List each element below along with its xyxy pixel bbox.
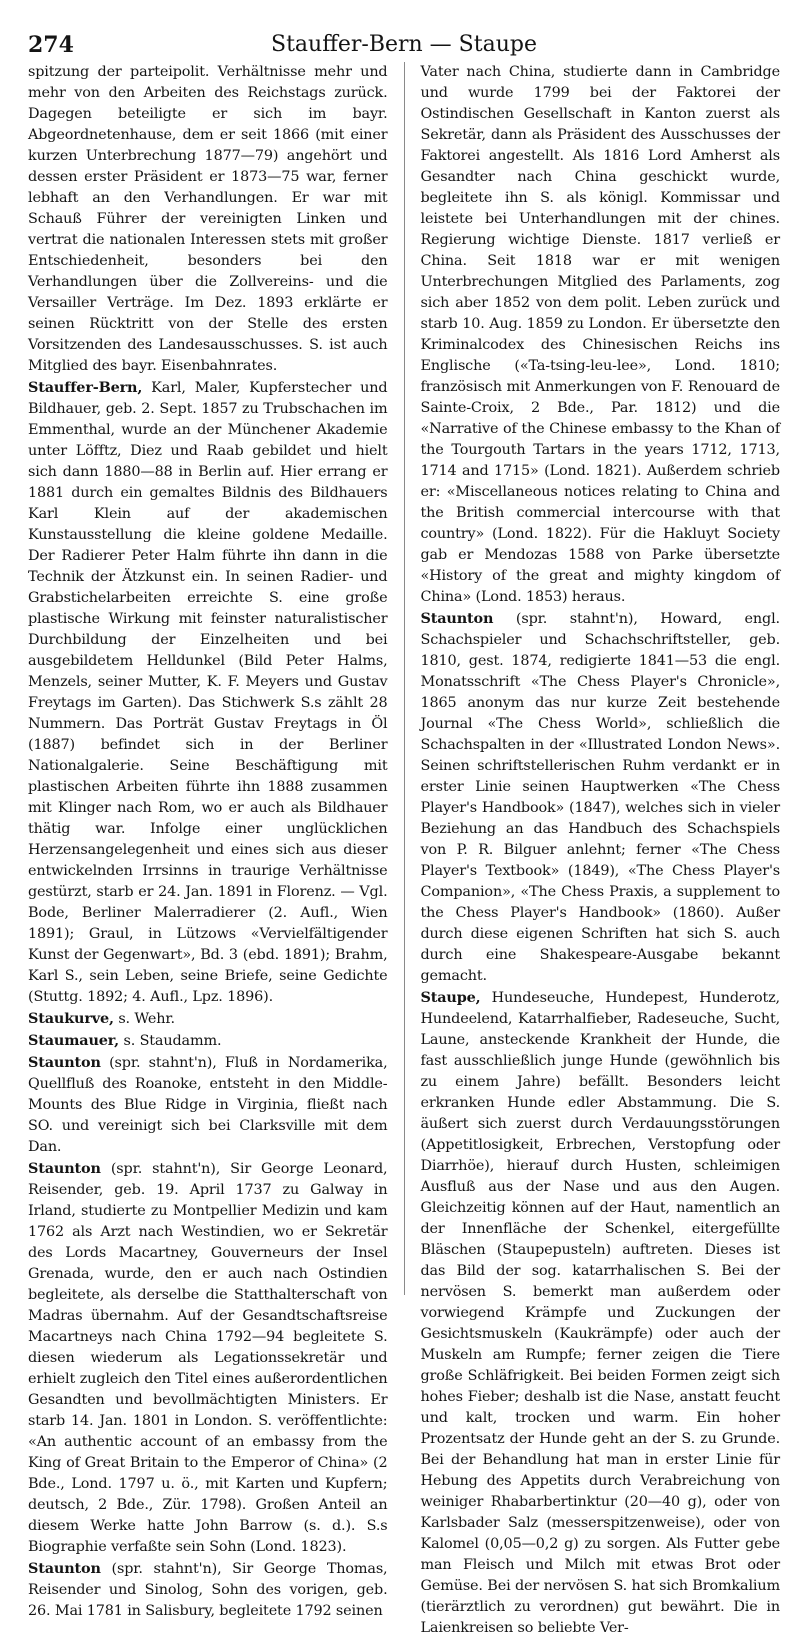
entry-text: s. Staudamm. [123,1033,222,1049]
entry-lemma: Staunton [420,610,494,627]
entry-lemma: Stauffer-Bern, [28,379,143,396]
left-column [28,62,388,1619]
entry-lemma: Staukurve, [28,1010,114,1027]
entry-text: (spr. stahnt'n), Sir George Leonard, Reisender, geb. 19. April 1737 zu Galway in Irland, studierte zu Montpellier Medizin und kam 1762 als Arzt nach Westindien, wo er Sekretär des Lords Macartney, Gouverneurs der Insel Grenada, wurde, den er auch nach Ostindien begleitete, als derselbe die Statthalterschaft von Madras übernahm. Auf der Gesandtschaftsreise Macartneys nach China 1792—94 begleitete S. diesen wiederum als Legationssekretär und erhielt zugleich den Titel eines außerordentlichen Gesandten und bevollmächtigten Ministers. Er starb 14. Jan. 1801 in London. S. veröffentlichte: «An authentic account of an embassy from the King of Great Britain to the Emperor of China» (2 Bde., Lond. 1797 u. ö., mit Karten und Kupfern; deutsch, 2 Bde., Zür. 1798). Großen Anteil an diesem Werke hatte John Barrow (s. d.). S.s Biographie verfaßte sein Sohn (Lond. 1823). [28,1161,388,1555]
entry-lemma: Staunton [28,1560,101,1577]
entry-staunton-river [28,1052,388,1158]
entry-stauffer-bern [28,377,388,1008]
entry-text: Hundeseuche, Hundepest, Hunderotz, Hundeelend, Katarrhalfieber, Radeseuche, Sucht, Laune, ansteckende Krankheit der Hunde, die fast ausschließlich junge Hunde (gewöhnlich bis zu einem Jahre) befällt. Besonders leicht erkranken Hunde edler Abstammung. Die S. äußert sich zuerst durch Verdauungsstörungen (Appetitlosigkeit, Erbrechen, Verstopfung oder Diarrhöe), hierauf durch Husten, schleimigen Ausfluß aus der Nase und aus den Augen. Gleichzeitig können auf der Haut, namentlich an der Innenfläche der Schenkel, eitergefüllte Bläschen (Staupepusteln) auftreten. Dieses ist das Bild der sog. katarrhalischen S. Bei der nervösen S. bemerkt man außerdem oder vorwiegend Krämpfe und Zuckungen der Gesichtsmuskeln (Kaukrämpfe) oder auch der Muskeln am Rumpfe; ferner zeigen die Tiere große Schläfrigkeit. Bei beiden Formen zeigt sich hohes Fieber; deshalb ist die Nase, anstatt feucht und kalt, trocken und warm. Ein hoher Prozentsatz der Hunde geht an der S. zu Grunde. Bei der Behandlung hat man in erster Linie für Hebung des Appetits durch Verabreichung von weiniger Rhabarbertinktur (20—40 g), oder von Karlsbader Salz (messerspitzenweise), oder von Kalomel (0,05—0,2 g) zu sorgen. Als Futter gebe man Fleisch und Milch mit etwas Brot oder Gemüse. Bei der nervösen S. hat sich Bromkalium (tierärztlich zu verordnen) gut bewährt. Die in Laienkreisen so beliebte Ver- [420,990,780,1636]
entry-text: Vater nach China, studierte dann in Cambridge und wurde 1799 bei der Faktorei der Ostindischen Gesellschaft in Kanton zuerst als Sekretär, dann als Präsident des Ausschusses der Faktorei angestellt. Als 1816 Lord Amherst als Gesandter nach China geschickt wurde, begleitete ihn S. als königl. Kommissar und leistete bei Unterhandlungen mit der chines. Regierung wichtige Dienste. 1817 verließ er China. Seit 1818 war er mit wenigen Unterbrechungen Mitglied des Parlaments, zog sich aber 1852 von dem polit. Leben zurück und starb 10. Aug. 1859 zu London. Er übersetzte den Kriminalcodex des Chinesischen Reichs ins Englische («Ta-tsing-leu-lee», Lond. 1810; französisch mit Anmerkungen von F. Renouard de Sainte-Croix, 2 Bde., Par. 1812) und die «Narrative of the Chinese embassy to the Khan of the Tourgouth Tartars in the years 1712, 1713, 1714 and 1715» (Lond. 1821). Außerdem schrieb er: «Miscellaneous notices relating to China and the British commercial intercourse with that country» (Lond. 1822). Für die Hakluyt Society gab er Mendozas 1588 von Parke übersetzte «History of the great and mighty kingdom of China» (Lond. 1853) heraus. [420,64,780,605]
entry-lemma: Staunton [28,1160,101,1177]
entry-text: s. Wehr. [118,1011,175,1027]
entry-lemma: Staumauer, [28,1032,120,1049]
page-number: 274 [28,32,74,58]
entry-staunton-howard [421,608,781,987]
text-columns [28,62,780,1636]
entry-staupe [421,987,781,1639]
entry-staunton-george-leonard [28,1158,388,1558]
column-divider [404,62,405,1295]
entry-staukurve [28,1008,388,1030]
continuation-paragraph [28,62,388,377]
entry-text: (spr. stahnt'n), Howard, engl. Schachspieler und Schachschriftsteller, geb. 1810, gest. 1874, redigierte 1841—53 die engl. Monatsschrift «The Chess Player's Chronicle», 1865 anonym das nur kurze Zeit bestehende Journal «The Chess World», schließlich die Schachspalten in der «Illustrated London News». Seinen schriftstellerischen Ruhm verdankt er in erster Linie seinen Hauptwerken «The Chess Player's Handbook» (1847), welches sich in vieler Beziehung an das Handbuch des Schachspiels von P. R. Bilguer anlehnt; ferner «The Chess Player's Textbook» (1849), «The Chess Player's Companion», «The Chess Praxis, a supplement to the Chess Player's Handbook» (1860). Außer durch diese eigenen Schriften hat sich S. auch durch eine Shakespeare-Ausgabe bekannt gemacht. [420,611,780,984]
running-head: Stauffer-Bern — Staupe [271,32,537,57]
entry-lemma: Staunton [28,1054,101,1071]
entry-staunton-george-thomas [28,1558,388,1622]
right-column [420,62,781,1636]
continuation-paragraph [421,62,781,608]
entry-lemma: Staupe, [420,989,481,1006]
entry-text: Karl, Maler, Kupferstecher und Bildhauer, geb. 2. Sept. 1857 zu Trubschachen im Emmenthal, wurde an der Münchener Akademie unter Löfftz, Diez und Raab gebildet und hielt sich dann 1880—88 in Berlin auf. Hier errang er 1881 durch ein gemaltes Bildnis des Bildhauers Karl Klein auf der akademischen Kunstausstellung die kleine goldene Medaille. Der Radierer Peter Halm führte ihn dann in die Technik der Ätzkunst ein. In seinen Radier- und Grabstichelarbeiten erreichte S. eine große plastische Wirkung mit feinster naturalistischer Durchbildung der Einzelheiten und bei ausgebildetem Helldunkel (Bild Peter Halms, Menzels, seiner Mutter, K. F. Meyers und Gustav Freytags im Garten). Das Stichwerk S.s zählt 28 Nummern. Das Porträt Gustav Freytags in Öl (1887) befindet sich in der Berliner Nationalgalerie. Seine Beschäftigung mit plastischen Arbeiten führte ihn 1888 zusammen mit Klinger nach Rom, wo er auch als Bildhauer thätig war. Infolge einer unglücklichen Herzensangelegenheit und eines sich aus dieser entwickelnden Irrsinns in traurige Verhältnisse gestürzt, starb er 24. Jan. 1891 in Florenz. — Vgl. Bode, Berliner Malerradierer (2. Aufl., Wien 1891); Graul, in Lützows «Vervielfältigender Kunst der Gegenwart», Bd. 3 (ebd. 1891); Brahm, Karl S., sein Leben, seine Briefe, seine Gedichte (Stuttg. 1892; 4. Aufl., Lpz. 1896). [28,380,388,1005]
entry-text: (spr. stahnt'n), Fluß in Nordamerika, Quellfluß des Roanoke, entsteht in den Middle-Mounts des Blue Ridge in Virginia, fließt nach SO. und vereinigt sich bei Clarksville mit dem Dan. [28,1055,388,1155]
page-header [28,28,780,62]
entry-staumauer [28,1030,388,1052]
entry-text: (spr. stahnt'n), Sir George Thomas, Reisender und Sinolog, Sohn des vorigen, geb. 26. Mai 1781 in Salisbury, begleitete 1792 seinen [28,1561,388,1619]
entry-text: spitzung der parteipolit. Verhältnisse mehr und mehr von den Arbeiten des Reichstags zurück. Dagegen beteiligte er sich im bayr. Abgeordnetenhause, dem er seit 1866 (mit einer kurzen Unterbrechung 1877—79) angehört und dessen erster Präsident er 1873—75 war, ferner lebhaft an den Verhandlungen. Er war mit Schauß Führer der vereinigten Linken und vertrat die nationalen Interessen stets mit großer Entschiedenheit, besonders bei den Verhandlungen über die Zollvereins- und die Versailler Verträge. Im Dez. 1893 erklärte er seinen Rücktritt von der Stelle des ersten Vorsitzenden des Landesausschusses. S. ist auch Mitglied des bayr. Eisenbahnrates. [28,64,388,374]
